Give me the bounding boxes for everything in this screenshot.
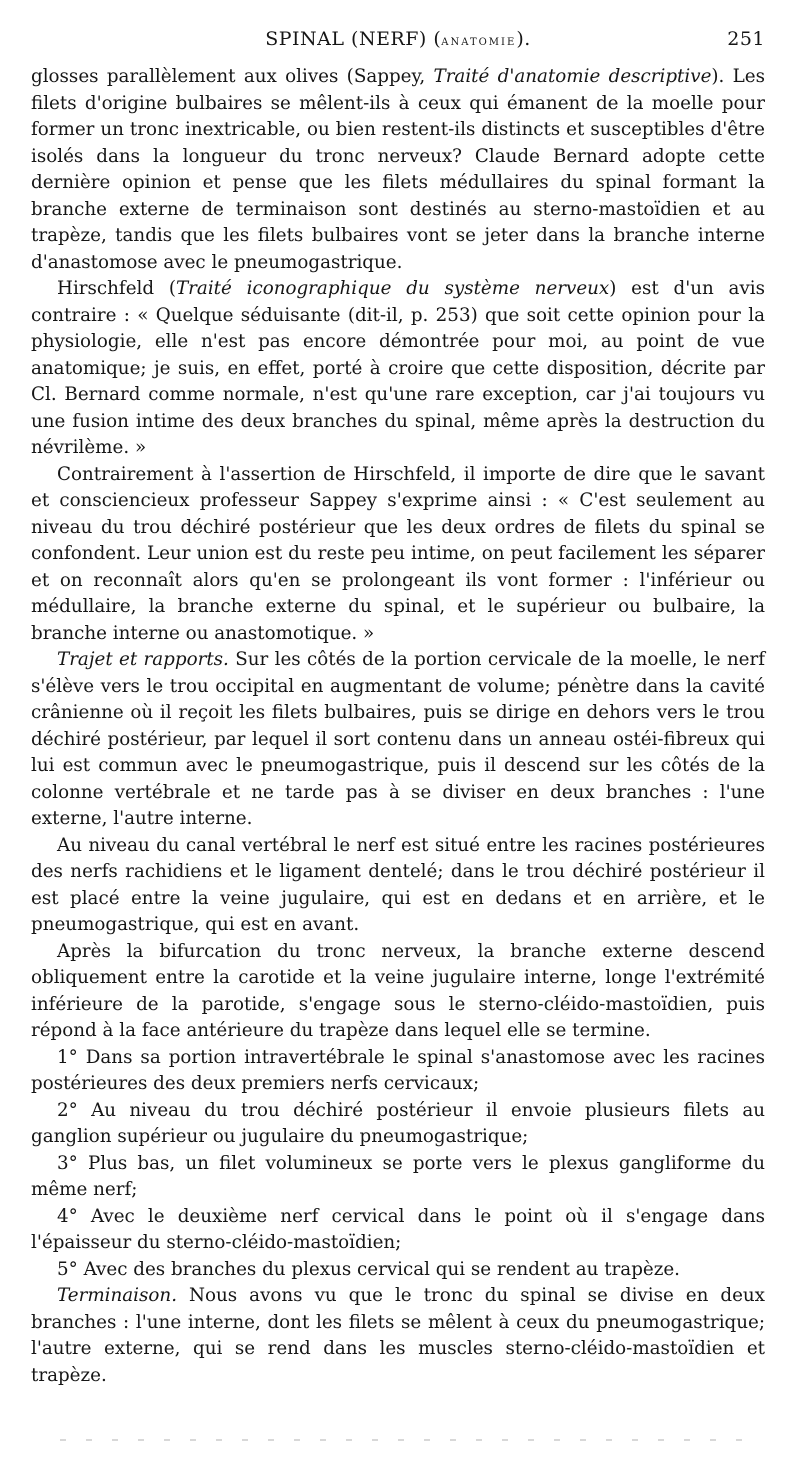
list-item-1: [31, 1045, 765, 1098]
paragraph-1-text-1: glosses parallèlement aux olives (Sappey,: [31, 66, 434, 87]
paragraph-4: [31, 647, 765, 833]
list-item-4: [31, 1204, 765, 1257]
list-item-2: [31, 1098, 765, 1151]
paragraph-4-text: Sur les côtés de la portion cervicale de la moelle, le nerf s'élève vers le trou occipital en augmentant de volume; pénètre dans la cavité crânienne où il reçoit les filets bulbaires, puis se dirige en dehors vers le trou déchiré postérieur, par lequel il sort contenu dans un anneau ostéi-fibreux qui lui est commun avec le pneumogastrique, puis il descend sur les côtés de la colonne vertébrale et ne tarde pas à se diviser en deux branches : l'une externe, l'autre interne.: [31, 649, 765, 829]
list-item-3: [31, 1151, 765, 1204]
list-item-1-text: 1° Dans sa portion intravertébrale le spinal s'anastomose avec les racines postérieures des deux premiers nerfs cervicaux;: [31, 1046, 765, 1094]
paragraph-2-text-2: ) est d'un avis contraire : « Quelque séduisante (dit-il, p. 253) que soit cette opinion pour la physiologie, elle n'est pas encore démontrée pour moi, au point de vue anatomique; je suis, en effet, porté à croire que cette disposition, décrite par Cl. Bernard comme normale, n'est qu'une rare exception, car j'ai toujours vu une fusion intime des deux branches du spinal, même après la destruction du névrilème. »: [31, 278, 766, 458]
list-item-3-text: 3° Plus bas, un filet volumineux se porte vers le plexus gangliforme du même nerf;: [31, 1152, 765, 1200]
paragraph-3-text: Contrairement à l'assertion de Hirschfeld, il importe de dire que le savant et consciencieux professeur Sappey s'exprime ainsi : « C'est seulement au niveau du trou déchiré postérieur que les deux ordres de filets du spinal se confondent. Leur union est du reste peu intime, on peut facilement les séparer et on reconnaît alors qu'en se prolongeant ils vont former : l'inférieur ou médullaire, la branche externe du spinal, et le supérieur ou bulbaire, la branche interne ou anastomotique. »: [31, 463, 765, 644]
paragraph-6-text: Après la bifurcation du tronc nerveux, la branche externe descend obliquement entre la carotide et la veine jugulaire interne, longe l'extrémité inférieure de la parotide, s'engage sous le sterno-cléido-mastoïdien, puis répond à la face antérieure du trapèze dans lequel elle se termine.: [31, 940, 765, 1041]
paragraph-1-citation: Traité d'anatomie descriptive: [433, 66, 712, 87]
page-number: 251: [727, 28, 765, 50]
running-title-end: ).: [516, 28, 531, 50]
section-heading-terminaison: Terminaison.: [57, 1285, 178, 1306]
paragraph-2: [31, 276, 765, 462]
running-title-main: SPINAL (NERF) (: [265, 28, 442, 50]
paragraph-2-citation: Traité iconographique du système nerveux: [175, 278, 610, 299]
list-item-4-text: 4° Avec le deuxième nerf cervical dans le point où il s'engage dans l'épaisseur du sterno-cléido-mastoïdien;: [31, 1205, 765, 1253]
paragraph-6: [31, 939, 765, 1045]
paragraph-1: [31, 64, 765, 276]
list-item-5-text: 5° Avec des branches du plexus cervical qui se rendent au trapèze.: [57, 1258, 680, 1280]
running-header: [31, 28, 765, 64]
running-title: [31, 28, 765, 50]
paragraph-2-text-1: Hirschfeld (: [57, 278, 176, 299]
running-title-section: anatomie: [441, 33, 517, 49]
paragraph-1-text-2: ). Les filets d'origine bulbaires se mêlent-ils à ceux qui émanent de la moelle pour former un tronc inextricable, ou bien restent-ils distincts et susceptibles d'être isolés dans la longueur du tronc nerveux? Claude Bernard adopte cette dernière opinion et pense que les filets médullaires du spinal formant la branche externe de terminaison sont destinés au sterno-mastoïdien et au trapèze, tandis que les filets bulbaires vont se jeter dans la branche interne d'anastomose avec le pneumogastrique.: [31, 66, 766, 273]
paragraph-5: [31, 833, 765, 939]
paragraph-3: [31, 462, 765, 648]
paragraph-5-text: Au niveau du canal vertébral le nerf est situé entre les racines postérieures des nerfs rachidiens et le ligament dentelé; dans le trou déchiré postérieur il est placé entre la veine jugulaire, qui est en dedans et en arrière, et le pneumogastrique, qui est en avant.: [31, 834, 765, 935]
list-item-5: [31, 1257, 765, 1284]
paragraph-terminaison: [31, 1283, 765, 1389]
section-heading-trajet: Trajet et rapports.: [57, 649, 229, 670]
paragraph-terminaison-text: Nous avons vu que le tronc du spinal se divise en deux branches : l'une interne, dont les filets se mêlent à ceux du pneumogastrique; l'autre externe, qui se rend dans les muscles sterno-cléido-mastoïdien et trapèze.: [31, 1285, 765, 1386]
list-item-2-text: 2° Au niveau du trou déchiré postérieur il envoie plusieurs filets au ganglion supérieur ou jugulaire du pneumogastrique;: [31, 1099, 765, 1147]
body-text: [31, 64, 765, 1389]
bleed-through-line: [60, 1439, 760, 1441]
document-page: [31, 28, 765, 1389]
